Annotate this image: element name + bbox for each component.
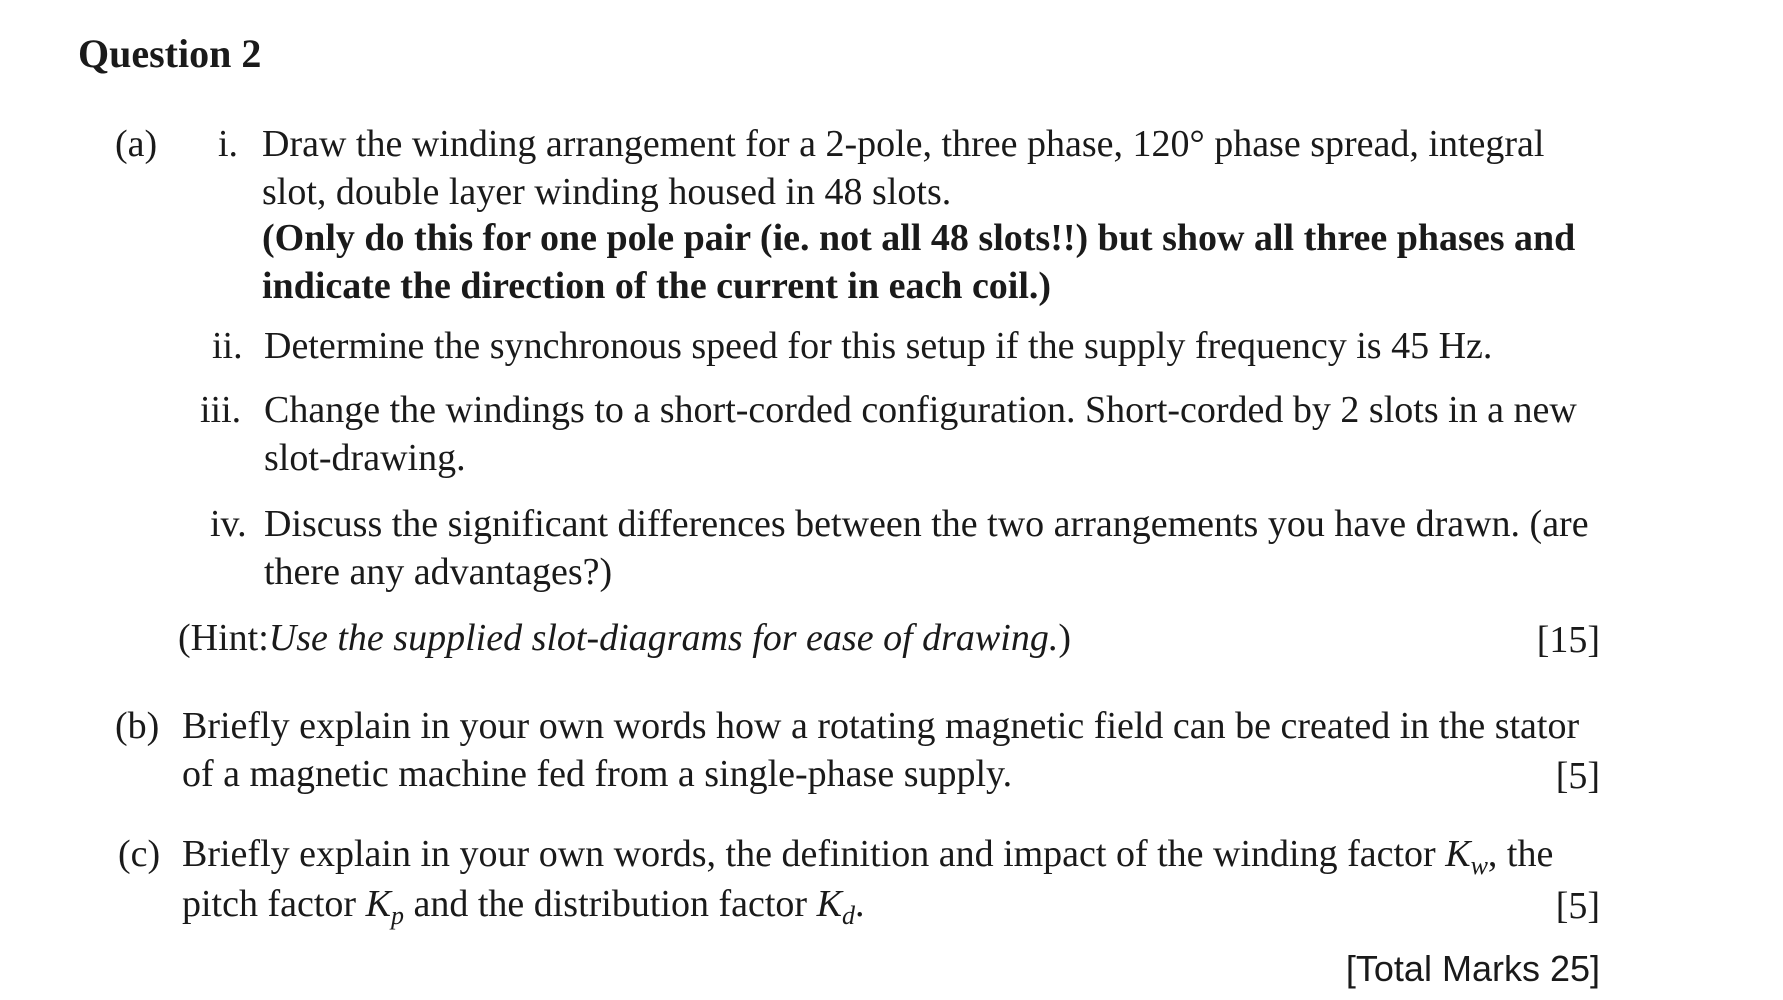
part-c-line-1 (182, 828, 1553, 880)
question-title: Question 2 (78, 31, 262, 76)
hint-line (178, 612, 1071, 664)
hint-prefix: (Hint: (178, 617, 269, 659)
winding-factor-symbol: K (1445, 833, 1471, 875)
item-i-line-1: Draw the winding arrangement for a 2-pole, three phase, 120° phase spread, integral (262, 123, 1545, 165)
part-b-marks: [5] (1555, 755, 1600, 797)
part-c-line-1-tail: , the (1487, 833, 1554, 875)
item-i-bold-line-2: indicate the direction of the current in each coil.) (262, 265, 1052, 307)
part-c-line-2-text: pitch factor (182, 883, 366, 925)
winding-factor-subscript: w (1470, 851, 1488, 880)
distribution-factor-symbol: K (816, 883, 842, 925)
item-i-label: i. (218, 123, 239, 165)
hint-suffix: ) (1058, 617, 1071, 659)
part-c-line-2 (182, 878, 864, 930)
distribution-factor-subscript: d (841, 901, 855, 930)
part-a-marks: [15] (1536, 619, 1600, 661)
part-c-line-1-text: Briefly explain in your own words, the definition and impact of the winding factor (182, 833, 1446, 875)
item-iii-label: iii. (200, 389, 242, 431)
item-ii-label: ii. (212, 325, 243, 367)
item-iv-label: iv. (210, 503, 247, 545)
total-marks: [Total Marks 25] (1345, 948, 1600, 989)
hint-italic: Use the supplied slot-diagrams for ease of drawing. (268, 617, 1059, 659)
part-c-label: (c) (118, 833, 161, 875)
item-iii-line-2: slot-drawing. (264, 437, 466, 479)
pitch-factor-subscript: p (390, 901, 404, 930)
part-b-label: (b) (115, 705, 160, 747)
part-b-line-2: of a magnetic machine fed from a single-phase supply. (182, 753, 1013, 795)
part-c-line-2-mid: and the distribution factor (403, 883, 817, 925)
pitch-factor-symbol: K (365, 883, 391, 925)
part-b-line-1: Briefly explain in your own words how a rotating magnetic field can be created in the stator (182, 705, 1580, 747)
item-i-line-2: slot, double layer winding housed in 48 slots. (262, 171, 952, 213)
part-c-line-2-tail: . (854, 883, 865, 925)
item-iv-line-1: Discuss the significant differences between the two arrangements you have drawn. (are (264, 503, 1589, 545)
part-c-marks: [5] (1555, 885, 1600, 927)
item-iii-line-1: Change the windings to a short-corded configuration. Short-corded by 2 slots in a new (264, 389, 1577, 431)
item-iv-line-2: there any advantages?) (264, 551, 613, 593)
part-a-label: (a) (115, 123, 158, 165)
item-ii-line-1: Determine the synchronous speed for this setup if the supply frequency is 45 Hz. (264, 325, 1493, 367)
item-i-bold-line-1: (Only do this for one pole pair (ie. not all 48 slots!!) but show all three phases and (262, 217, 1576, 259)
